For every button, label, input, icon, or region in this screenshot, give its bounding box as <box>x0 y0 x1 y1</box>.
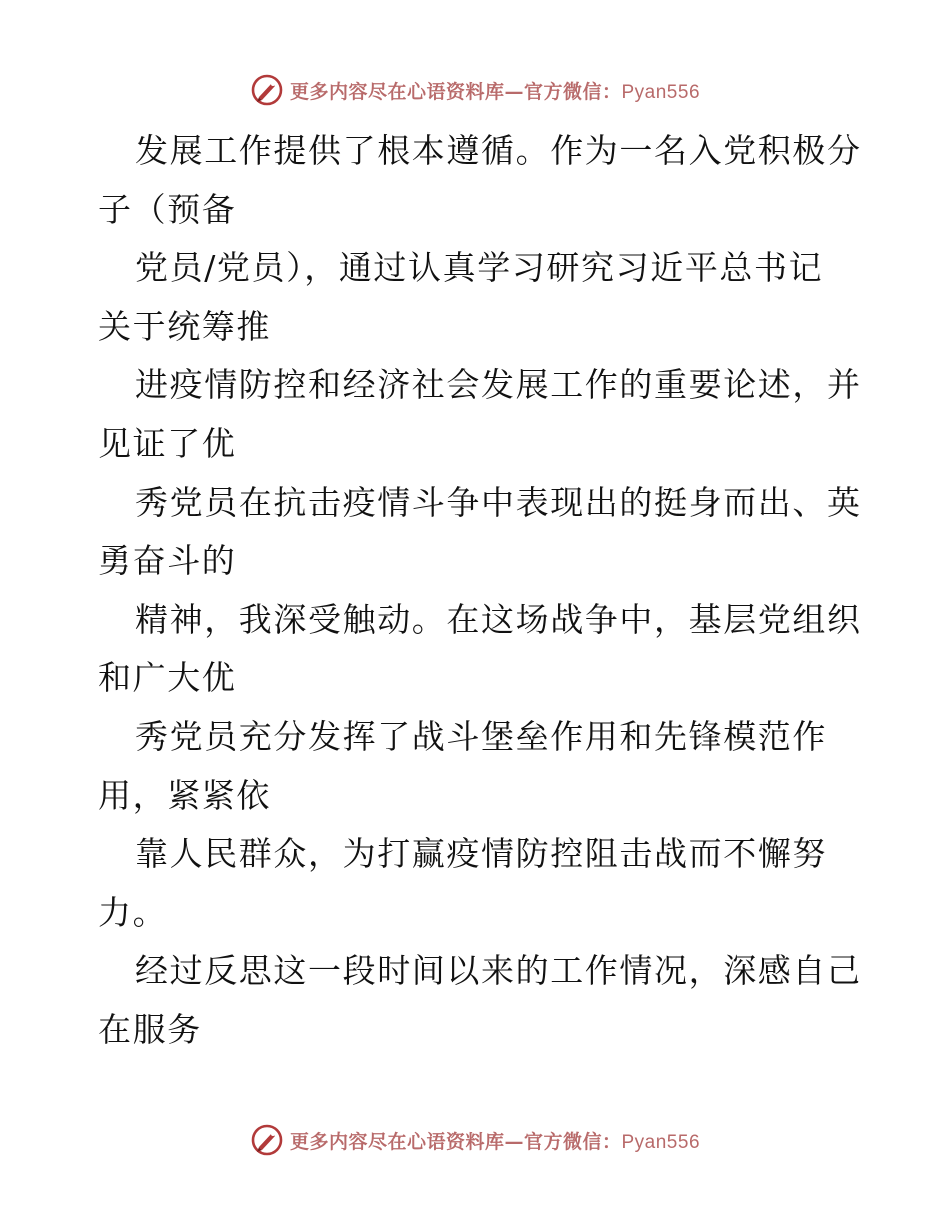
body-line: 精神，我深受触动。在这场战争中，基层党组织 <box>135 599 862 639</box>
body-line: 勇奋斗的 <box>98 541 237 581</box>
body-line: 在服务 <box>98 1009 202 1049</box>
body-line: 和广大优 <box>98 658 237 698</box>
body-line: 见证了优 <box>98 423 237 463</box>
footer-watermark <box>0 1120 950 1160</box>
body-line: 秀党员充分发挥了战斗堡垒作用和先锋模范作 <box>135 716 827 756</box>
body-line: 进疫情防控和经济社会发展工作的重要论述，并 <box>135 365 862 405</box>
watermark-text: 更多内容尽在心语资料库—官方微信：Pyan556 <box>289 1130 701 1153</box>
body-line: 经过反思这一段时间以来的工作情况，深感自己 <box>135 951 862 991</box>
body-line: 关于统筹推 <box>98 306 271 346</box>
pen-logo-icon <box>250 1123 284 1157</box>
body-line: 党员/党员），通过认真学习研究习近平总书记 <box>135 248 824 288</box>
body-line: 靠人民群众，为打赢疫情防控阻击战而不懈努 <box>135 834 827 874</box>
body-line: 力。 <box>98 892 168 932</box>
body-line: 子（预备 <box>98 189 237 229</box>
pen-logo-icon <box>250 73 284 107</box>
body-line: 秀党员在抗击疫情斗争中表现出的挺身而出、英 <box>135 482 862 522</box>
document-body <box>98 122 862 1060</box>
body-line: 发展工作提供了根本遵循。作为一名入党积极分 <box>135 131 862 170</box>
body-line: 用，紧紧依 <box>98 775 271 815</box>
watermark-text: 更多内容尽在心语资料库—官方微信：Pyan556 <box>289 80 701 103</box>
header-watermark <box>0 70 950 110</box>
